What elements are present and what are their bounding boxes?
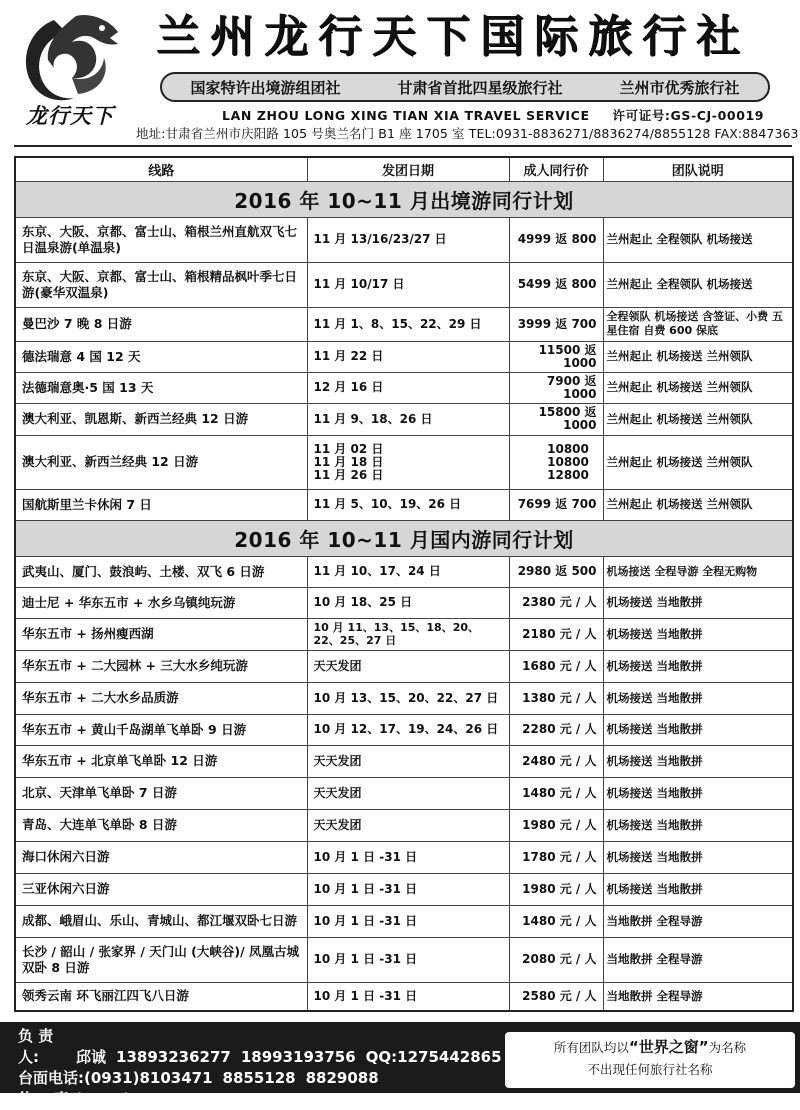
note-cell: 机场接送 当地散拼 (603, 841, 793, 873)
date-cell: 天天发团 (307, 650, 509, 682)
price-cell: 1380 元 / 人 (509, 682, 603, 714)
price-cell: 7900 返 1000 (509, 372, 603, 403)
contact-name: 邱诚 (76, 1048, 107, 1066)
notice-line-1 (505, 1036, 795, 1059)
route-cell: 德法瑞意 4 国 12 天 (15, 341, 307, 372)
office-phone-line (18, 1068, 512, 1089)
section-row-domestic (15, 520, 793, 556)
page-header (0, 0, 800, 150)
route-cell: 青岛、大连单飞单卧 8 日游 (15, 809, 307, 841)
route-cell: 北京、天津单飞单卧 7 日游 (15, 777, 307, 809)
address-line: 地址:甘肃省兰州市庆阳路 105 号奥兰名门 B1 座 1705 室 TEL:0931-8836271/8836274/8855128 FAX:8847363 (136, 126, 799, 141)
table-row (15, 873, 793, 905)
contact-label: 负 责 人: (18, 1027, 54, 1066)
tel-2: 8855128 (222, 1069, 296, 1087)
note-cell: 机场接送 当地散拼 (603, 777, 793, 809)
route-cell: 华东五市 + 扬州瘦西湖 (15, 618, 307, 650)
date-cell: 10 月 1 日 -31 日 (307, 841, 509, 873)
price-cell: 1480 元 / 人 (509, 777, 603, 809)
note-cell: 兰州起止 全程领队 机场接送 (603, 217, 793, 262)
price-cell: 15800 返 1000 (509, 403, 603, 435)
table-row (15, 982, 793, 1011)
table-row (15, 777, 793, 809)
notice-line-2: 不出现任何旅行社名称 (587, 1062, 713, 1077)
notice-brand: “世界之窗” (628, 1038, 709, 1056)
tel-1: (0931)8103471 (84, 1069, 213, 1087)
header-divider (14, 145, 792, 147)
certification-1: 国家特许出境游组团社 (190, 78, 341, 97)
table-row (15, 372, 793, 403)
header-note: 团队说明 (603, 157, 793, 181)
note-cell: 机场接送 当地散拼 (603, 650, 793, 682)
agency-name: 兰州龙行天下国际旅行社 (156, 11, 750, 62)
route-cell: 国航斯里兰卡休闲 7 日 (15, 489, 307, 520)
route-cell: 华东五市 + 北京单飞单卧 12 日游 (15, 745, 307, 777)
header-route: 线路 (15, 157, 307, 181)
price-cell: 2380 元 / 人 (509, 587, 603, 618)
date-cell: 10 月 1 日 -31 日 (307, 873, 509, 905)
table-row (15, 905, 793, 937)
date-line: 11 月 26 日 (313, 467, 384, 482)
note-cell: 当地散拼 全程导游 (603, 982, 793, 1011)
price-cell: 4999 返 800 (509, 217, 603, 262)
route-cell: 华东五市 + 二大园林 + 三大水乡纯玩游 (15, 650, 307, 682)
date-cell: 天天发团 (307, 777, 509, 809)
price-cell (509, 435, 603, 489)
table-row (15, 489, 793, 520)
date-cell: 12 月 16 日 (307, 372, 509, 403)
route-cell: 三亚休闲六日游 (15, 873, 307, 905)
tel-label: 台面电话: (18, 1069, 84, 1087)
price-cell: 2480 元 / 人 (509, 745, 603, 777)
price-cell: 3999 返 700 (509, 307, 603, 341)
table-row (15, 435, 793, 489)
fax-number: (0931)8847363 (74, 1090, 204, 1108)
qq-number: QQ:1275442865 (365, 1048, 502, 1066)
price-cell: 1980 元 / 人 (509, 809, 603, 841)
english-name: LAN ZHOU LONG XING TIAN XIA TRAVEL SERVICE (222, 108, 590, 123)
table-row (15, 809, 793, 841)
price-cell: 2080 元 / 人 (509, 937, 603, 982)
route-cell: 领秀云南 环飞丽江四飞八日游 (15, 982, 307, 1011)
date-line: 11 月 18 日 (313, 454, 384, 469)
section-title-outbound: 2016 年 10~11 月出境游同行计划 (15, 181, 793, 217)
note-cell: 机场接送 全程导游 全程无购物 (603, 556, 793, 587)
table-row (15, 217, 793, 262)
route-cell: 迪士尼 + 华东五市 + 水乡乌镇纯玩游 (15, 587, 307, 618)
fax-line (18, 1089, 512, 1110)
note-cell: 机场接送 当地散拼 (603, 618, 793, 650)
route-cell: 法德瑞意奥·5 国 13 天 (15, 372, 307, 403)
english-name-line (222, 106, 764, 124)
header-price: 成人同行价 (509, 157, 603, 181)
note-cell: 当地散拼 全程导游 (603, 937, 793, 982)
route-cell: 曼巴沙 7 晚 8 日游 (15, 307, 307, 341)
mobile-1: 13893236277 (116, 1048, 231, 1066)
price-cell: 11500 返 1000 (509, 341, 603, 372)
itinerary-table (14, 156, 794, 1012)
date-cell: 11 月 1、8、15、22、29 日 (307, 307, 509, 341)
certification-bar (160, 72, 770, 102)
price-cell: 7699 返 700 (509, 489, 603, 520)
note-cell: 机场接送 当地散拼 (603, 682, 793, 714)
date-cell: 10 月 1 日 -31 日 (307, 905, 509, 937)
price-cell: 1680 元 / 人 (509, 650, 603, 682)
table-row (15, 745, 793, 777)
brand-notice (505, 1032, 795, 1088)
price-cell: 1780 元 / 人 (509, 841, 603, 873)
table-row (15, 618, 793, 650)
license-number: 许可证号:GS-CJ-00019 (612, 108, 765, 123)
contact-block (18, 1026, 512, 1110)
notice-post: 为名称 (708, 1040, 747, 1055)
price-line: 10800 (547, 454, 589, 469)
date-cell: 11 月 22 日 (307, 341, 509, 372)
note-cell: 机场接送 当地散拼 (603, 745, 793, 777)
route-cell: 武夷山、厦门、鼓浪屿、土楼、双飞 6 日游 (15, 556, 307, 587)
table-row (15, 587, 793, 618)
note-cell: 机场接送 当地散拼 (603, 714, 793, 745)
table-header-row (15, 157, 793, 181)
table-row (15, 714, 793, 745)
date-cell: 10 月 1 日 -31 日 (307, 982, 509, 1011)
route-cell: 海口休闲六日游 (15, 841, 307, 873)
certification-3: 兰州市优秀旅行社 (619, 78, 740, 97)
date-cell: 10 月 13、15、20、22、27 日 (307, 682, 509, 714)
notice-pre: 所有团队均以 (553, 1040, 629, 1055)
price-line: 10800 (547, 441, 589, 456)
route-cell: 成都、峨眉山、乐山、青城山、都江堰双卧七日游 (15, 905, 307, 937)
date-cell: 10 月 11、13、15、18、20、22、25、27 日 (307, 618, 509, 650)
route-cell: 澳大利亚、新西兰经典 12 日游 (15, 435, 307, 489)
date-cell: 10 月 1 日 -31 日 (307, 937, 509, 982)
note-cell: 兰州起止 机场接送 兰州领队 (603, 489, 793, 520)
note-cell: 机场接送 当地散拼 (603, 587, 793, 618)
note-cell: 兰州起止 机场接送 兰州领队 (603, 435, 793, 489)
section-row-outbound (15, 181, 793, 217)
price-cell: 1980 元 / 人 (509, 873, 603, 905)
table-row (15, 341, 793, 372)
note-cell: 当地散拼 全程导游 (603, 905, 793, 937)
note-cell: 机场接送 当地散拼 (603, 873, 793, 905)
note-cell: 兰州起止 机场接送 兰州领队 (603, 403, 793, 435)
note-cell: 全程领队 机场接送 含签证、小费 五星住宿 自费 600 保底 (603, 307, 793, 341)
table-row (15, 650, 793, 682)
date-line: 11 月 02 日 (313, 441, 384, 456)
price-cell: 2280 元 / 人 (509, 714, 603, 745)
contact-footer (0, 1022, 800, 1108)
note-cell: 兰州起止 机场接送 兰州领队 (603, 372, 793, 403)
price-cell: 2580 元 / 人 (509, 982, 603, 1011)
note-cell: 兰州起止 全程领队 机场接送 (603, 262, 793, 307)
price-line: 12800 (547, 467, 589, 482)
date-cell (307, 435, 509, 489)
route-cell: 华东五市 + 二大水乡品质游 (15, 682, 307, 714)
date-cell: 11 月 13/16/23/27 日 (307, 217, 509, 262)
mobile-2: 18993193756 (240, 1048, 356, 1066)
contact-person-line (18, 1026, 512, 1068)
date-cell: 11 月 9、18、26 日 (307, 403, 509, 435)
route-cell: 澳大利亚、凯恩斯、新西兰经典 12 日游 (15, 403, 307, 435)
certification-2: 甘肃省首批四星级旅行社 (397, 78, 563, 97)
table-row (15, 682, 793, 714)
fax-label: 传 真: (18, 1090, 75, 1108)
route-cell: 长沙 / 韶山 / 张家界 / 天门山 (大峡谷)/ 凤凰古城 双卧 8 日游 (15, 937, 307, 982)
table-row (15, 556, 793, 587)
header-date: 发团日期 (307, 157, 509, 181)
route-cell: 东京、大阪、京都、富士山、箱根兰州直航双飞七日温泉游(单温泉) (15, 217, 307, 262)
table-row (15, 937, 793, 982)
note-cell: 机场接送 当地散拼 (603, 809, 793, 841)
date-cell: 天天发团 (307, 745, 509, 777)
table-row (15, 403, 793, 435)
tel-3: 8829088 (305, 1069, 379, 1087)
date-cell: 天天发团 (307, 809, 509, 841)
price-cell: 5499 返 800 (509, 262, 603, 307)
price-cell: 2180 元 / 人 (509, 618, 603, 650)
date-cell: 10 月 12、17、19、24、26 日 (307, 714, 509, 745)
route-cell: 东京、大阪、京都、富士山、箱根精品枫叶季七日游(豪华双温泉) (15, 262, 307, 307)
table-row (15, 307, 793, 341)
logo-text: 龙行天下 (26, 103, 114, 128)
price-cell: 1480 元 / 人 (509, 905, 603, 937)
section-title-domestic: 2016 年 10~11 月国内游同行计划 (15, 520, 793, 556)
date-cell: 11 月 10/17 日 (307, 262, 509, 307)
table-row (15, 841, 793, 873)
note-cell: 兰州起止 机场接送 兰州领队 (603, 341, 793, 372)
route-cell: 华东五市 + 黄山千岛湖单飞单卧 9 日游 (15, 714, 307, 745)
date-cell: 10 月 18、25 日 (307, 587, 509, 618)
date-cell: 11 月 10、17、24 日 (307, 556, 509, 587)
date-cell: 11 月 5、10、19、26 日 (307, 489, 509, 520)
price-cell: 2980 返 500 (509, 556, 603, 587)
table-row (15, 262, 793, 307)
